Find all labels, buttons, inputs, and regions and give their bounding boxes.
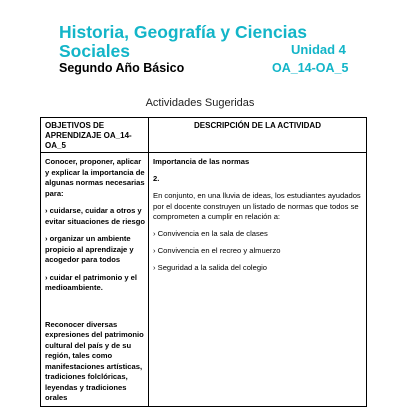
objective-item: › cuidarse, cuidar a otros y evitar situaciones de riesgo <box>45 206 146 226</box>
objectives-column-header: OBJETIVOS DE APRENDIZAJE OA_14-OA_5 <box>45 121 132 150</box>
activity-list-item: › Convivencia en el recreo y almuerzo <box>153 246 281 256</box>
activity-heading: Importancia de las normas <box>153 157 250 166</box>
description-column-header: DESCRIPCIÓN DE LA ACTIVIDAD <box>194 121 321 130</box>
activity-list-item: › Seguridad a la salida del colegio <box>153 263 267 273</box>
objectives-cell <box>45 157 146 411</box>
activity-number: 2. <box>153 174 160 184</box>
objective-item: › organizar un ambiente propicio al aprendizaje y acogedor para todos <box>45 234 134 264</box>
table-column-divider <box>148 118 149 406</box>
table-header-divider <box>41 152 366 153</box>
oa-range-label: OA_14-OA_5 <box>272 61 349 75</box>
objective-item: › cuidar el patrimonio y el medioambiente. <box>45 272 137 292</box>
section-title: Actividades Sugeridas <box>145 97 255 109</box>
objective-heritage: Reconocer diversas expresiones del patrimonio cultural del país y de su región, tales como manifestaciones artísticas, tradiciones folclóricas, leyendas y tradiciones orales <box>45 319 144 402</box>
activity-list-item: › Convivencia en la sala de clases <box>153 229 268 239</box>
grade-label: Segundo Año Básico <box>59 61 185 75</box>
activity-description: En conjunto, en una lluvia de ideas, los estudiantes ayudados por el docente construyen un listado de normas que todos se comprometen a cumplir en relación a: <box>153 191 361 221</box>
objective-intro: Conocer, proponer, aplicar y explicar la importancia de algunas normas necesarias para: <box>45 157 145 198</box>
activities-table <box>40 117 367 407</box>
activity-cell <box>153 157 363 281</box>
subject-title: Historia, Geografía y Ciencias Sociales <box>59 22 308 61</box>
unit-label: Unidad 4 <box>291 42 346 57</box>
